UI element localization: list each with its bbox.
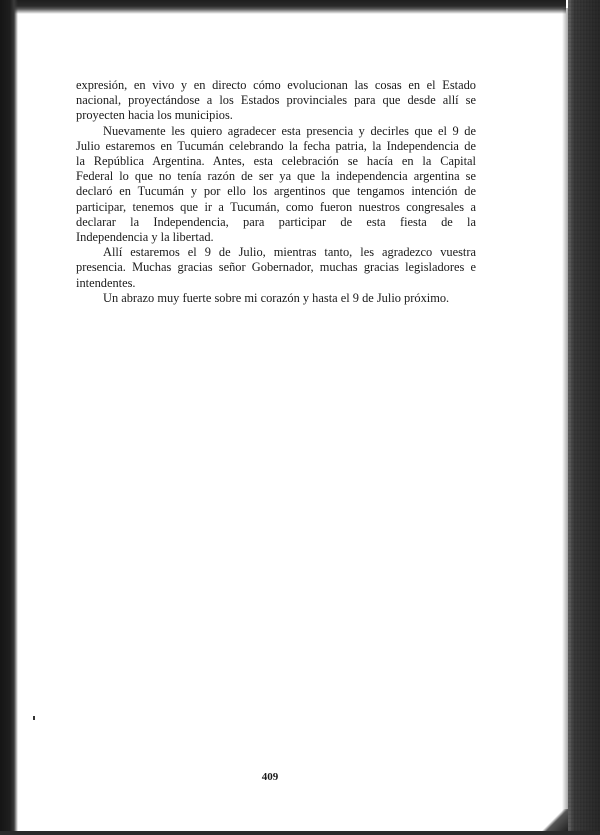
text-line: intendentes. bbox=[76, 275, 136, 290]
text-line: participar, tenemos que ir a Tucumán, como fueron nuestros congresales a bbox=[76, 199, 476, 214]
text-line: Julio estaremos en Tucumán celebrando la fecha patria, la Independencia de bbox=[76, 138, 476, 153]
body-text bbox=[76, 78, 476, 306]
text-line: Allí estaremos el 9 de Julio, mientras tanto, les agradezco vuestra bbox=[103, 245, 476, 260]
text-line: Nuevamente les quiero agradecer esta presencia y decirles que el 9 de bbox=[103, 123, 476, 138]
paragraph-2 bbox=[76, 124, 476, 246]
page-corner-curl bbox=[542, 809, 568, 831]
paragraph-1 bbox=[76, 78, 476, 124]
text-line: declarar la Independencia, para participar de esta fiesta de la bbox=[76, 214, 476, 229]
paragraph-4 bbox=[76, 291, 476, 306]
scan-edge-top bbox=[0, 0, 566, 14]
text-line: nacional, proyectándose a los Estados provinciales para que desde allí se bbox=[76, 93, 476, 108]
text-line: proyecten hacia los municipios. bbox=[76, 108, 233, 123]
scan-speck bbox=[33, 716, 35, 720]
text-line: expresión, en vivo y en directo cómo evolucionan las cosas en el Estado bbox=[76, 78, 476, 92]
text-line: Independencia y la libertad. bbox=[76, 230, 214, 245]
text-line: declaró en Tucumán y por ello los argentinos que tengamos intención de bbox=[76, 184, 476, 199]
paragraph-3 bbox=[76, 245, 476, 291]
scan-edge-bottom bbox=[0, 831, 600, 835]
text-line: Federal lo que no tenía razón de ser ya que la independencia argentina se bbox=[76, 169, 476, 184]
text-line: Un abrazo muy fuerte sobre mi corazón y hasta el 9 de Julio próximo. bbox=[103, 290, 450, 305]
scan-edge-right bbox=[568, 0, 600, 835]
page-number: 409 bbox=[261, 771, 279, 783]
text-line: presencia. Muchas gracias señor Gobernador, muchas gracias legisladores e bbox=[76, 260, 476, 275]
text-line: la República Argentina. Antes, esta celebración se hacía en la Capital bbox=[76, 154, 476, 169]
scan-edge-left bbox=[0, 0, 18, 835]
